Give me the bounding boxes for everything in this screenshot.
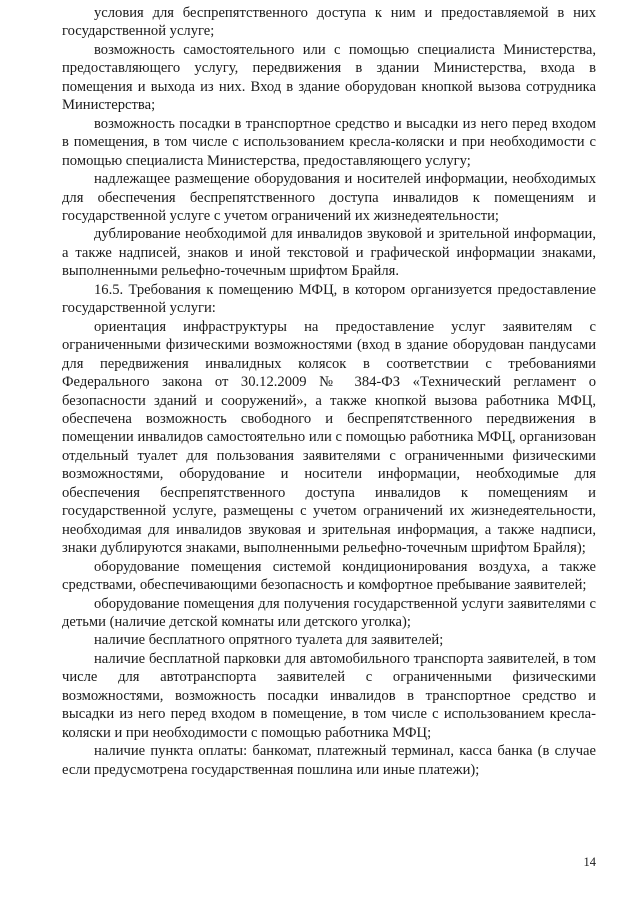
paragraph: оборудование помещения системой кондиционирования воздуха, а также средствами, обеспечивающими безопасность и комфортное пребывание заявителей; [62, 558, 596, 594]
paragraph: условия для беспрепятственного доступа к ним и предоставляемой в них государственной услуге; [62, 5, 596, 40]
paragraph: возможность посадки в транспортное средство и высадки из него перед входом в помещения, в том числе с использованием кресла-коляски и при необходимости с помощью специалиста Министерства, предоставляющего услугу; [62, 115, 596, 169]
paragraph: надлежащее размещение оборудования и носителей информации, необходимых для обеспечения беспрепятственного доступа инвалидов к помещениям и государственной услуге с учетом ограничений их жизнедеятельности; [62, 171, 596, 224]
paragraph: дублирование необходимой для инвалидов звуковой и зрительной информации, а также надписей, знаков и иной текстовой и графической информации знаками, выполненными рельефно-точечным шрифтом Брайля. [62, 226, 596, 280]
section-heading-16-5: 16.5. Требования к помещению МФЦ, в котором организуется предоставление государственной услуги: [62, 281, 596, 317]
page-number: 14 [583, 855, 596, 869]
paragraph: наличие бесплатной парковки для автомобильного транспорта заявителей, в том числе для автотранспорта заявителей с ограниченными физическими возможностями, возможность посадки инвалидов в транспортное средство и высадки из него перед входом в помещение, в том числе с использованием кресла-коляски и при необходимости с помощью работника МФЦ; [62, 650, 596, 741]
paragraph: ориентация инфраструктуры на предоставление услуг заявителям с ограниченными физическими возможностями (вход в здание оборудован пандусами для передвижения инвалидных колясок в соответствии с требованиями Федерального закона от 30.12.2009 № 384-ФЗ «Технический регламент о безопасности зданий и сооружений», а также кнопкой вызова работника МФЦ, обеспечена возможность свободного и беспрепятственного передвижения в помещении инвалидов самостоятельно или с помощью работника МФЦ, организован отдельный туалет для пользования заявителями с ограниченными физическими возможностями, оборудование и носители информации, необходимые для обеспечения беспрепятственного доступа инвалидов к помещениям и государственной услуге, размещены с учетом ограничений их жизнедеятельности, необходимая для инвалидов звуковая и зрительная информация, а также надписи, знаки дублируются знаками, выполненными рельефно-точечным шрифтом Брайля); [62, 318, 596, 557]
paragraph: наличие бесплатного опрятного туалета для заявителей; [94, 632, 444, 649]
document-body [62, 4, 596, 779]
paragraph: оборудование помещения для получения государственной услуги заявителями с детьми (наличие детской комнаты или детского уголка); [62, 595, 596, 630]
paragraph: возможность самостоятельного или с помощью специалиста Министерства, предоставляющего услугу, передвижения в здании Министерства, входа в помещения и выхода из них. Вход в здание оборудован кнопкой вызова сотрудника Министерства; [62, 41, 596, 114]
paragraph: наличие пункта оплаты: банкомат, платежный терминал, касса банка (в случае если предусмотрена государственная пошлина или иные платежи); [62, 743, 596, 778]
